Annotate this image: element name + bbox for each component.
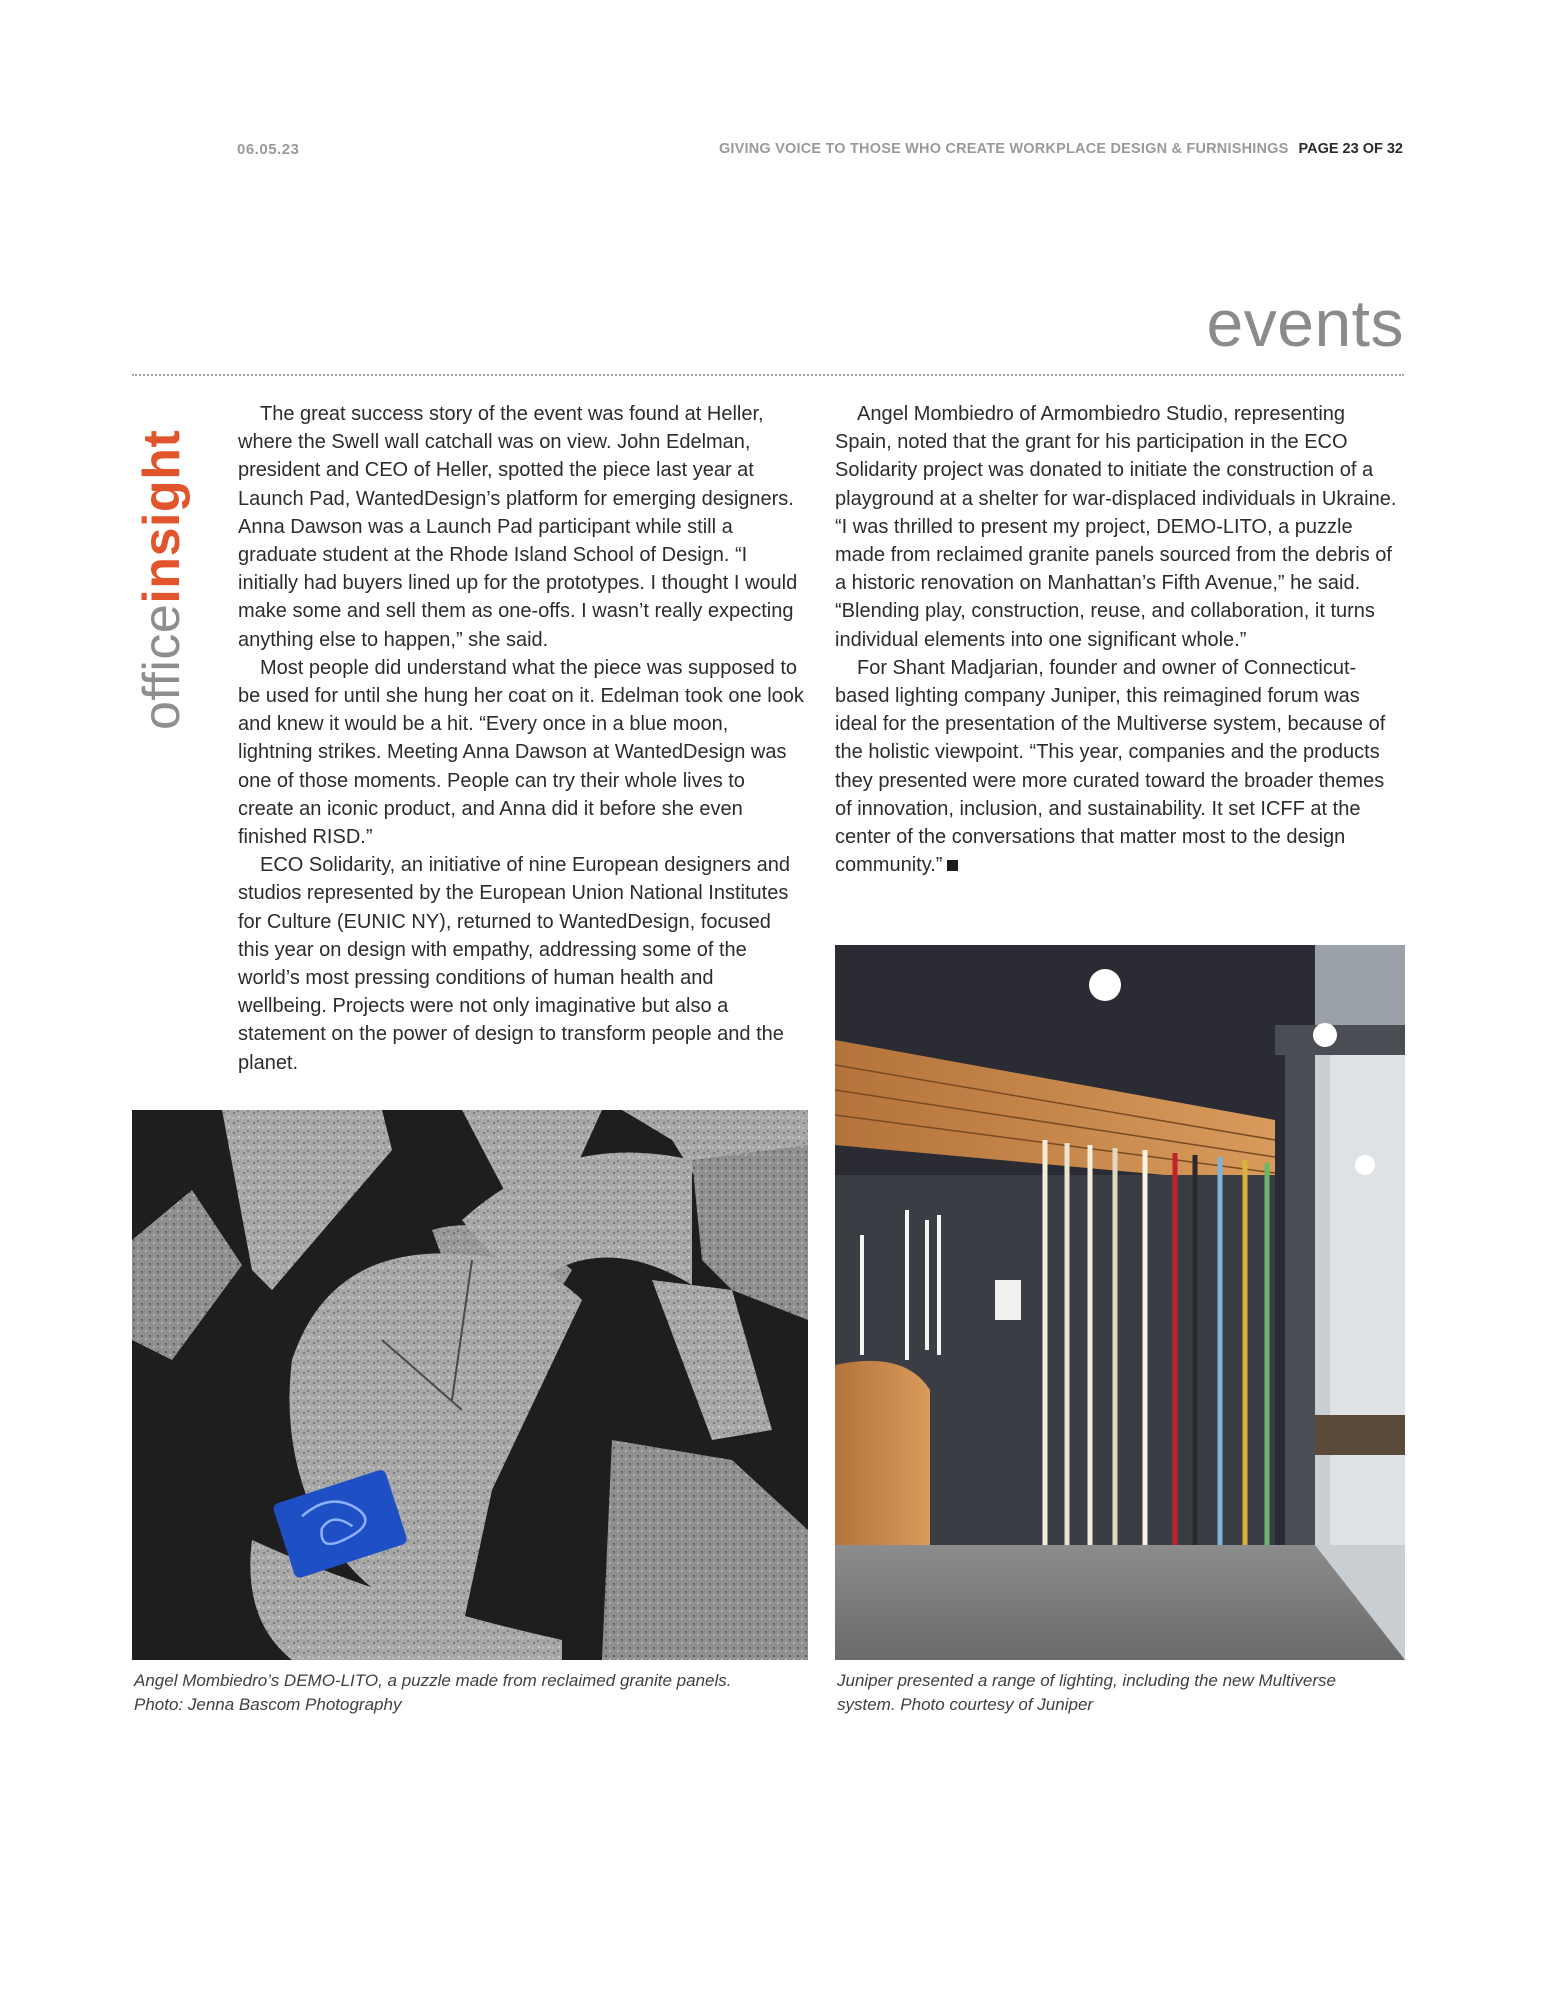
header-date: 06.05.23 xyxy=(237,141,300,158)
left-column xyxy=(238,400,806,1077)
left-paragraph-2: Most people did understand what the piece was supposed to be used for until she hung her coat on it. Edelman took one look and knew it would be a hit. “Every once in a blue moon, lightning strikes. Meeting Anna Dawson at WantedDesign was one of those moments. People can try their whole lives to create an iconic product, and Anna did it before she even finished RISD.” xyxy=(238,656,804,849)
right-paragraph-2 xyxy=(835,654,1405,880)
left-paragraph-3: ECO Solidarity, an initiative of nine European designers and studios represented by the European Union National Institutes for Culture (EUNIC NY), returned to WantedDesign, focused this year on design with empathy, addressing some of the world’s most pressing conditions of human health and wellbeing. Projects were not only imaginative but also a statement on the power of design to transform people and the planet. xyxy=(238,854,790,1074)
logo-office: office xyxy=(133,603,191,730)
right-paragraph-2-text: For Shant Madjarian, founder and owner of Connecticut-based lighting company Juniper, this reimagined forum was ideal for the presentation of the Multiverse system, because of the holistic viewpoint. “This year, companies and the products they presented were more curated toward the broader themes of innovation, inclusion, and sustainability. It set ICFF at the center of the conversations that matter most to the design community.” xyxy=(835,656,1386,877)
juniper-booth-photo xyxy=(835,945,1405,1660)
caption-left-line-2: Photo: Jenna Bascom Photography xyxy=(134,1695,402,1714)
logo-insight: insight xyxy=(133,429,191,604)
left-paragraph-1: The great success story of the event was found at Heller, where the Swell wall catchall was on view. John Edelman, president and CEO of Heller, spotted the piece last year at Launch Pad, WantedDesign’s platform for emerging designers. Anna Dawson was a Launch Pad participant while still a graduate student at the Rhode Island School of Design. “I initially had buyers lined up for the prototypes. I thought I would make some and sell them as one-offs. I wasn’t really expecting anything else to happen,” she said. xyxy=(238,403,798,651)
vertical-logo xyxy=(132,385,192,730)
caption-right xyxy=(837,1669,1417,1717)
page-number: PAGE 23 OF 32 xyxy=(1298,141,1403,157)
right-column xyxy=(835,400,1405,879)
caption-right-line-2: system. Photo courtesy of Juniper xyxy=(837,1695,1094,1714)
caption-left xyxy=(134,1669,814,1717)
caption-left-line-1: Angel Mombiedro’s DEMO-LITO, a puzzle made from reclaimed granite panels. xyxy=(134,1671,732,1690)
caption-right-line-1: Juniper presented a range of lighting, including the new Multiverse xyxy=(837,1671,1336,1690)
end-mark-icon xyxy=(947,860,958,871)
header-tagline: GIVING VOICE TO THOSE WHO CREATE WORKPLACE DESIGN & FURNISHINGS xyxy=(718,141,1289,157)
section-title: events xyxy=(1206,286,1404,360)
granite-puzzle-photo xyxy=(132,1110,808,1660)
header-right xyxy=(719,141,1403,157)
right-paragraph-1: Angel Mombiedro of Armombiedro Studio, representing Spain, noted that the grant for his participation in the ECO Solidarity project was donated to initiate the construction of a playground at a shelter for war-displaced individuals in Ukraine. “I was thrilled to present my project, DEMO-LITO, a puzzle made from reclaimed granite panels sourced from the debris of a historic renovation on Manhattan’s Fifth Avenue,” he said. “Blending play, construction, reuse, and collaboration, it turns individual elements into one significant whole.” xyxy=(835,403,1397,651)
dotted-divider xyxy=(132,374,1404,376)
